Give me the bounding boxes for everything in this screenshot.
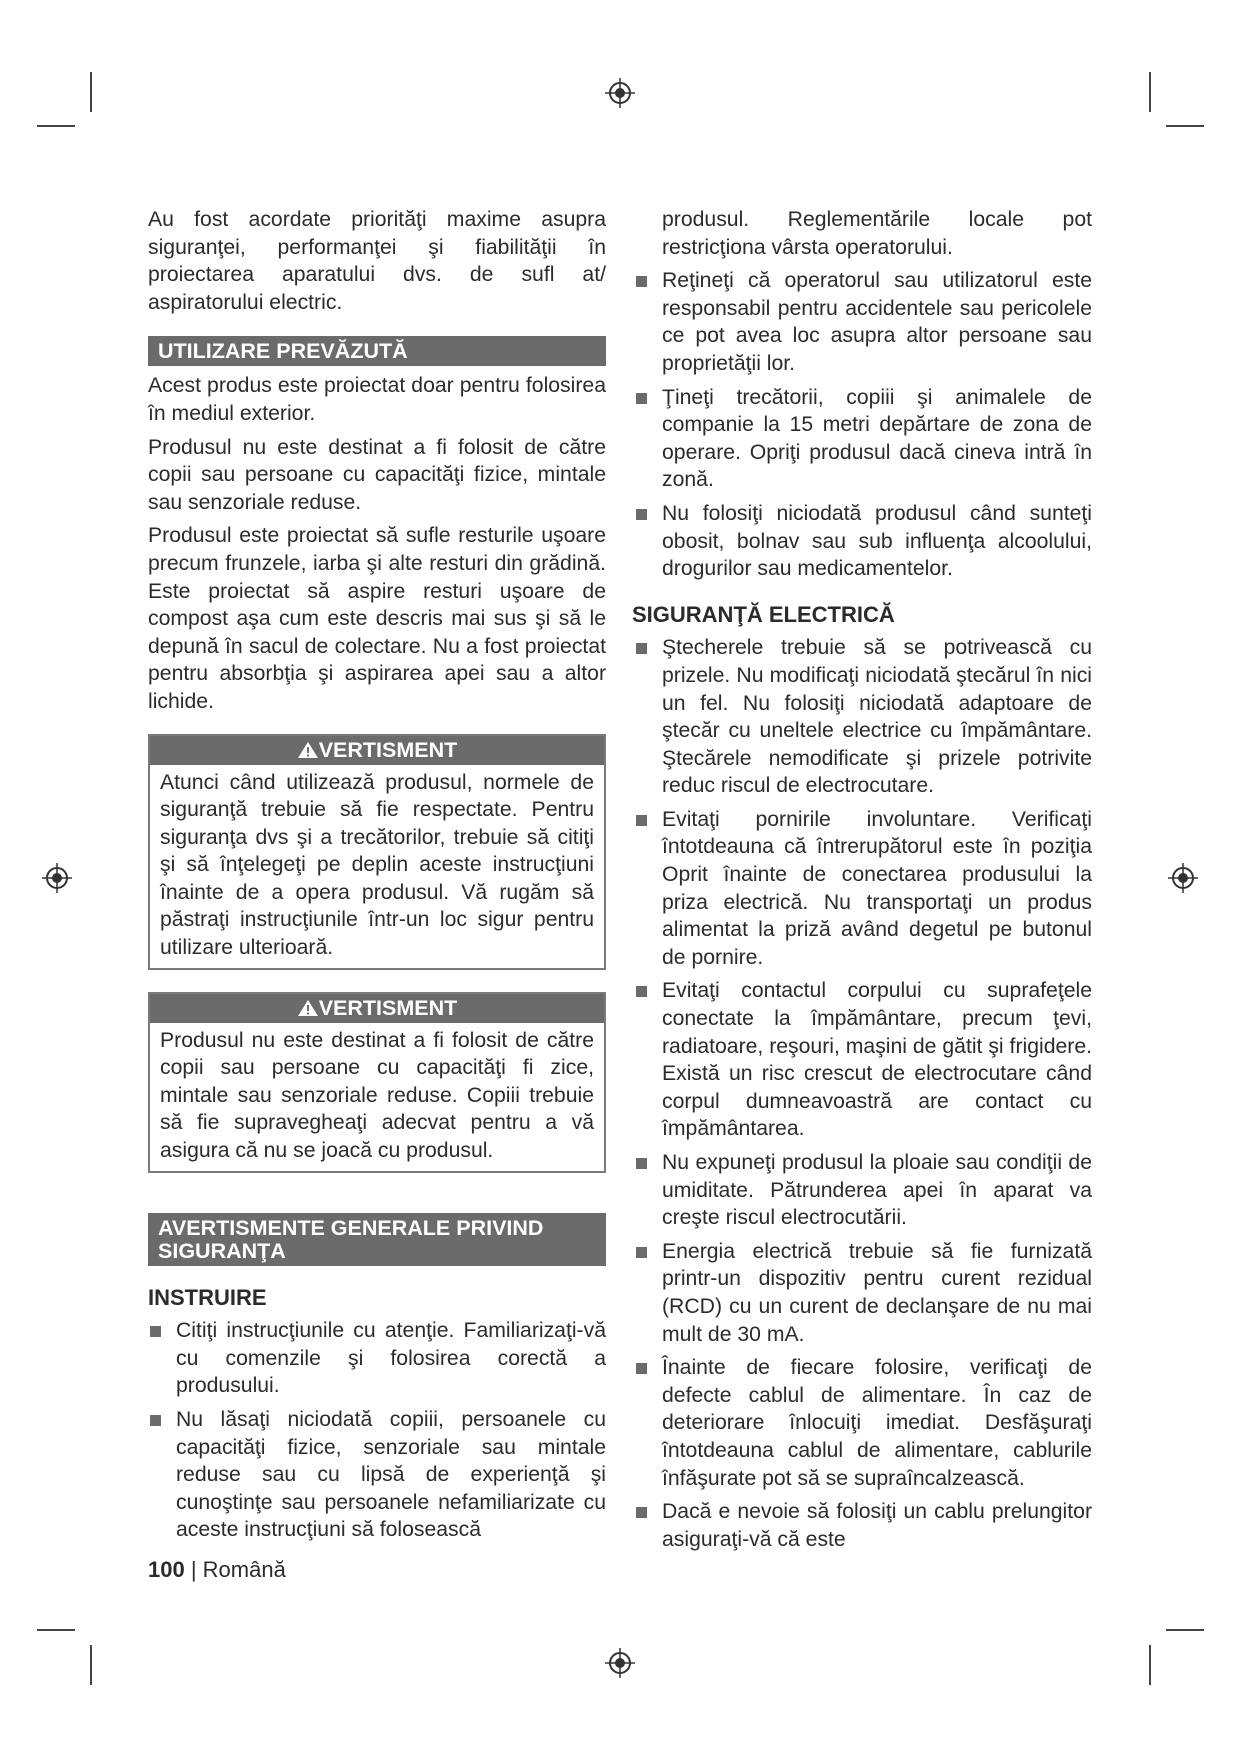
list-item: Evitaţi pornirile involuntare. Verificaţi întotdeauna că întrerupătorul este în poziţia Oprit înainte de conectarea produsului la priza electrică. Nu transportaţi un produs alimentat la priză având degetul pe butonul de pornire. <box>632 806 1092 972</box>
training-list-continued <box>632 267 1092 583</box>
list-item: Citiţi instrucţiunile cu atenţie. Familiarizaţi-vă cu comenzile şi folosirea corectă a produsului. <box>148 1317 606 1400</box>
bullet-square-icon <box>636 815 647 826</box>
warning-header <box>150 994 604 1023</box>
intro-paragraph: Au fost acordate priorităţi maxime asupra siguranţei, performanţei şi fiabilităţii în proiectarea aparatului dvs. de sufl at/ aspiratorului electric. <box>148 208 606 314</box>
bullet-square-icon <box>636 1247 647 1258</box>
bullet-square-icon <box>636 1158 647 1169</box>
intended-use-paragraph: Produsul este proiectat să sufle resturile uşoare precum frunzele, iarba şi alte resturi din grădină. Este proiectat să aspire resturi uşoare de compost aşa cum este descris mai sus şi să le depună în sacul de colectare. Nu a fost proiectat pentru absorbţia şi aspirarea apei sau a altor lichide. <box>148 524 606 713</box>
list-item: Ţineţi trecătorii, copiii şi animalele de companie la 15 metri depărtare de zona de operare. Opriţi produsul dacă cineva intră în zonă. <box>632 384 1092 494</box>
bullet-square-icon <box>636 276 647 287</box>
electrical-safety-list <box>632 634 1092 1553</box>
footer-separator: | <box>184 1557 203 1582</box>
intended-use-paragraph: Acest produs este proiectat doar pentru folosirea în mediul exterior. <box>148 374 606 425</box>
list-item: Reţineţi că operatorul sau utilizatorul este responsabil pentru accidentele sau pericolele ce pot avea loc asupra altor persoane sau proprietăţii lor. <box>632 267 1092 377</box>
left-column <box>148 206 606 1550</box>
warning-triangle-icon <box>297 999 319 1017</box>
bullet-square-icon <box>636 643 647 654</box>
warning-title: VERTISMENT <box>318 737 458 762</box>
crop-mark <box>1149 72 1151 112</box>
crop-mark <box>1166 125 1204 127</box>
intended-use-paragraph: Produsul nu este destinat a fi folosit de către copii sau persoane cu capacităţi fizice, mintale sau senzoriale reduse. <box>148 435 606 514</box>
list-item: Dacă e nevoie să folosiţi un cablu prelungitor asiguraţi-vă că este <box>632 1498 1092 1553</box>
list-item: Nu expuneţi produsul la ploaie sau condiţii de umiditate. Pătrunderea apei în aparat va creşte riscul electrocutării. <box>632 1149 1092 1232</box>
list-item: Înainte de fiecare folosire, verificaţi de defecte cablul de alimentare. În caz de deteriorare înlocuiţi imediat. Desfăşuraţi întotdeauna cablul de alimentare, cablurile înfăşurate pot să se supraîncalzească. <box>632 1354 1092 1492</box>
footer-language: Română <box>202 1557 286 1582</box>
warning-box <box>148 734 606 970</box>
list-item: Nu folosiţi niciodată produsul când sunteţi obosit, bolnav sau sub influenţa alcoolului, drogurilor sau medicamentelor. <box>632 500 1092 583</box>
bullet-square-icon <box>150 1326 161 1337</box>
warning-box <box>148 992 606 1173</box>
registration-mark-icon <box>1168 863 1198 893</box>
crop-mark <box>90 72 92 112</box>
warning-text: Atunci când utilizează produsul, normele de siguranţă trebuie să fie respectate. Pentru siguranţa dvs şi a trecătorilor, trebuie să citiţi şi să înţelegeţi pe deplin aceste instrucţiuni înainte de a opera produsul. Vă rugăm să păstraţi instrucţiunile într-un loc sigur pentru utilizare ulterioară. <box>160 770 594 960</box>
registration-mark-icon <box>605 1648 635 1678</box>
warning-header <box>150 736 604 765</box>
bullet-square-icon <box>636 393 647 404</box>
training-heading: INSTRUIRE <box>148 1284 267 1310</box>
crop-mark <box>1166 1629 1204 1631</box>
intended-use-heading: UTILIZARE PREVĂZUTĂ <box>148 336 606 366</box>
bullet-square-icon <box>636 509 647 520</box>
crop-mark <box>90 1645 92 1685</box>
warning-title: VERTISMENT <box>318 995 458 1020</box>
bullet-square-icon <box>636 1507 647 1518</box>
page-footer <box>148 1557 286 1583</box>
warning-text: Produsul nu este destinat a fi folosit de către copii sau persoane cu capacităţi fi zice, mintale sau senzoriale reduse. Copiii trebuie să fie supravegheaţi adecvat pentru a vă asigura că nu se joacă cu produsul. <box>160 1028 594 1163</box>
bullet-square-icon <box>636 986 647 997</box>
electrical-safety-heading: SIGURANŢĂ ELECTRICĂ <box>632 601 895 627</box>
continuation-paragraph: produsul. Reglementările locale pot restricţiona vârsta operatorului. <box>662 208 1092 259</box>
registration-mark-icon <box>605 78 635 108</box>
list-item: Ştecherele trebuie să se potrivească cu prizele. Nu modificaţi niciodată ştecărul în nici un fel. Nu folosiţi niciodată adaptoare de ştecăr cu uneltele electrice cu împământare. Ştecărele nemodificate şi prizele potrivite reduc riscul de electrocutare. <box>632 634 1092 800</box>
crop-mark <box>37 125 75 127</box>
list-item: Nu lăsaţi niciodată copiii, persoanele cu capacităţi fizice, senzoriale sau mintale reduse sau cu lipsă de experienţă şi cunoştinţe sau persoanele nefamiliarizate cu aceste instrucţiuni să folosească <box>148 1406 606 1544</box>
list-item: Energia electrică trebuie să fie furnizată printr-un dispozitiv pentru curent rezidual (RCD) cu un curent de declanşare de nu mai mult de 30 mA. <box>632 1238 1092 1348</box>
list-item: Evitaţi contactul corpului cu suprafeţele conectate la împământare, precum ţevi, radiatoare, reşouri, maşini de gătit şi frigidere. Există un risc crescut de electrocutare când corpul dumneavoastră are contact cu împământarea. <box>632 977 1092 1143</box>
bullet-square-icon <box>636 1363 647 1374</box>
training-list <box>148 1317 606 1544</box>
crop-mark <box>1149 1645 1151 1685</box>
crop-mark <box>37 1629 75 1631</box>
page-number: 100 <box>148 1557 185 1582</box>
general-safety-heading: AVERTISMENTE GENERALE PRIVIND SIGURANŢA <box>148 1213 606 1266</box>
registration-mark-icon <box>42 863 72 893</box>
bullet-square-icon <box>150 1415 161 1426</box>
right-column <box>632 206 1092 1559</box>
warning-triangle-icon <box>297 741 319 759</box>
